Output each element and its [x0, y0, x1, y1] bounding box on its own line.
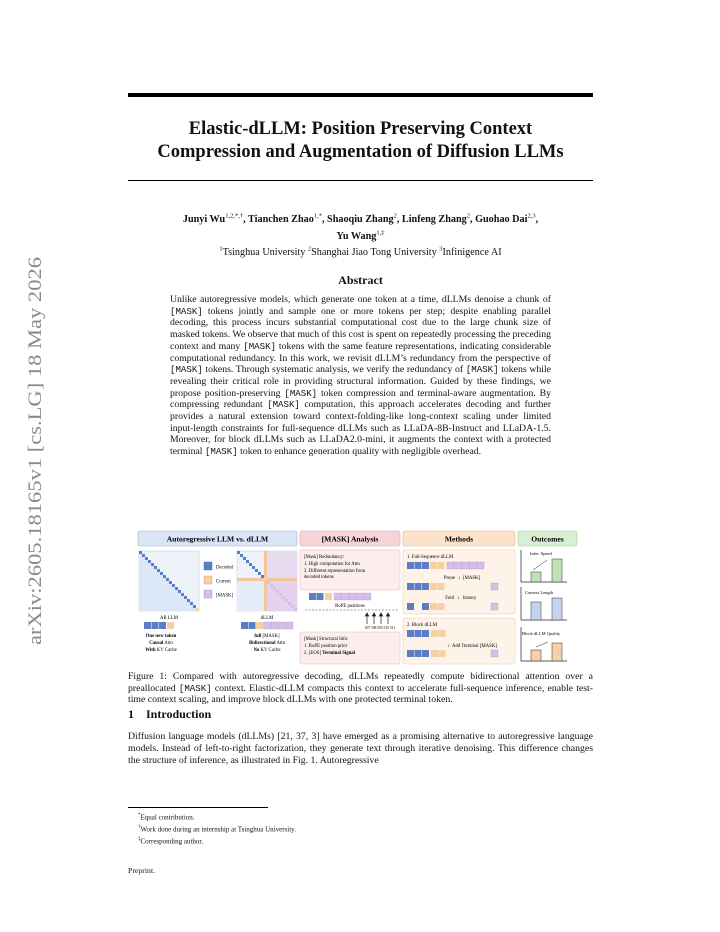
author-entry [248, 214, 327, 225]
attention-diagonal-cell [279, 593, 282, 596]
paper-title [128, 118, 593, 164]
attention-diagonal-cell [175, 587, 178, 590]
attention-diagonal-cell [184, 596, 187, 599]
affiliation-mark: 3 [439, 245, 443, 253]
mask-redundancy-item-2: 2. Different representation from [304, 569, 366, 574]
dllm-desc-line-3: No KV Cache [253, 648, 281, 653]
mask-structural-title: [Mask] Structural Info: [304, 637, 349, 642]
affiliation-entry [308, 247, 437, 258]
attention-diagonal-cell [267, 581, 270, 584]
title-line-1: Elastic-dLLM: Position Preserving Context [188, 119, 533, 139]
mask-structural-item-1: 1. RoPE position prior [304, 644, 348, 649]
abstract-text: tokens. Through systematic analysis, we verify the redundancy of [202, 364, 466, 376]
attention-diagonal-cell [240, 554, 243, 557]
legend-mask-label: [MASK] [216, 593, 234, 599]
mask-token-code: [MASK] [204, 446, 238, 458]
abstract-text: tokens with the same feature representations, indicating considerable computational redundancy. In this work, we revisit dLLM’s redundancy from the perspective of [170, 340, 551, 364]
attention-diagonal-cell [276, 590, 279, 593]
footnotes [138, 811, 593, 847]
attention-diagonal-cell [258, 572, 261, 575]
mask-structural-item-2: 2. [EOS] Terminal Signal [304, 651, 356, 656]
author-entry [183, 214, 248, 225]
legend-decoded-label: Decoded [216, 565, 234, 571]
dllm-attention-matrix [237, 551, 297, 611]
mask-token-code: [MASK] [267, 399, 300, 411]
legend-mask-swatch [204, 590, 212, 598]
method-add-terminal-label: Add Terminal [MASK] [452, 644, 497, 649]
attention-diagonal-cell [273, 587, 276, 590]
mask-token-code: [MASK] [284, 387, 318, 399]
method-history-label: history [463, 596, 477, 601]
method-prune-label: Prune [443, 576, 455, 581]
abstract-text: tokens while revealing their critical role in providing structural information. Guided by these findings, we propose position-preserving [170, 364, 551, 399]
author-separator: , [396, 214, 402, 226]
panel-mask-analysis-title: [MASK] Analysis [321, 534, 379, 544]
attention-diagonal-cell [270, 584, 273, 587]
footnote-mark: † [138, 824, 141, 830]
affiliation-name: Infinigence AI [442, 247, 502, 259]
attention-diagonal-cell [252, 566, 255, 569]
attention-diagonal-cell [255, 569, 258, 572]
affiliation-name: Shanghai Jiao Tong University [311, 247, 437, 259]
dllm-token-row [241, 622, 293, 629]
author-affiliation-marks: 1,‡ [376, 229, 385, 237]
attention-diagonal-cell [166, 578, 169, 581]
ar-desc-line-2: Causal Attn [149, 641, 173, 646]
arxiv-identifier-stamp [16, 255, 50, 645]
attention-diagonal-cell [157, 569, 160, 572]
attention-diagonal-cell [178, 590, 181, 593]
mask-redundancy-item-2b: decoded tokens [304, 575, 334, 580]
mask-token-code: [MASK] [178, 682, 212, 694]
attention-diagonal-cell [154, 566, 157, 569]
attention-diagonal-cell [249, 563, 252, 566]
attention-diagonal-cell [285, 599, 288, 602]
abstract-text: computation, this approach accelerates decoding and further provides a natural extension toward context-folding-like long-context scaling under limited input-length constraints for full-sequence dLLMs such as LLaDA-8B-Instruct and LLaDA-1.5. Moreover, for block dLLMs such as LLaDA2.0-mini, it augments the context with a protected terminal [170, 399, 551, 458]
footnote-mark: * [138, 813, 141, 818]
arxiv-identifier-text: arXiv:2605.18165v1 [cs.LG] 18 May 2026 [25, 317, 46, 645]
panel-ar-vs-dllm-title: Autoregressive LLM vs. dLLM [166, 534, 269, 544]
method-fold-label: Fold [445, 596, 454, 601]
rope-positions-label: RoPE positions [335, 604, 365, 609]
affiliation-mark: 1 [219, 245, 223, 253]
legend-current-swatch [204, 576, 212, 584]
attention-diagonal-cell [288, 602, 291, 605]
method-block-row-1 [407, 630, 446, 637]
figure-1-overview [137, 530, 585, 665]
ar-attention-matrix [139, 551, 199, 611]
attention-diagonal-cell [190, 602, 193, 605]
attention-diagonal-cell [181, 593, 184, 596]
footnote-item [138, 811, 593, 823]
rope-position-numbers: 507 508 509 510 511 [364, 626, 396, 630]
author-entry [327, 214, 402, 225]
author-separator: , [321, 214, 328, 226]
author-separator: , [243, 214, 249, 226]
legend-current-label: Current [216, 579, 231, 585]
author-affiliation-marks: 2 [466, 213, 470, 220]
attention-diagonal-cell [282, 596, 285, 599]
figure-1-caption [128, 671, 593, 706]
rope-arrows [365, 613, 389, 624]
footnote-item [138, 823, 593, 835]
attention-diagonal-cell [246, 560, 249, 563]
author-name: Linfeng Zhang [401, 214, 467, 226]
attention-diagonal-cell [148, 560, 151, 563]
affiliation-name: Tsinghua University [222, 247, 306, 259]
dllm-desc-line-1: full [MASK] [254, 634, 280, 639]
attention-diagonal-cell [172, 584, 175, 587]
attention-diagonal-cell [145, 557, 148, 560]
footnote-text: Equal contribution. [140, 813, 195, 822]
attention-diagonal-cell [291, 605, 294, 608]
mask-redundancy-title: [Mask] Redundancy: [304, 555, 345, 560]
affiliation-mark: 2 [307, 245, 312, 253]
footnote-text: Corresponding author. [140, 837, 204, 846]
outcome-quality-label: Block dLLM Quality [522, 631, 561, 636]
author-separator: , [470, 214, 476, 226]
title-bottom-rule [128, 180, 593, 181]
attention-diagonal-cell [243, 557, 246, 560]
ar-desc-line-3: With KV Cache [145, 648, 177, 653]
mask-redundancy-item-1: 1. High computation for Attn [304, 562, 360, 567]
ar-desc-line-1: One new token [145, 634, 177, 639]
method-block-label: 2. Block dLLM [407, 623, 437, 628]
caption-text: Figure 1: Compared with autoregressive decoding, dLLMs repeatedly compute bidirectional attention over a preallocated [128, 671, 593, 694]
author-name: Yu Wang [336, 230, 377, 242]
author-name: Shaoqiu Zhang [327, 214, 394, 226]
author-name: Tianchen Zhao [248, 214, 314, 226]
attention-diagonal-cell [294, 608, 297, 611]
abstract-text: Unlike autoregressive models, which generate one token at a time, dLLMs denoise a chunk of [170, 294, 551, 305]
footnote-text: Work done during an internship at Tsinghua University. [140, 825, 296, 834]
author-affiliation-marks: 2 [393, 213, 397, 220]
caption-text: context. Elastic-dLLM compacts this context to accelerate full-sequence inference, enable test-time context scaling, and improve block dLLMs with one protected terminal token. [128, 682, 593, 706]
abstract-text: token compression and terminal-aware augmentation. By compressing redundant [170, 387, 551, 411]
introduction-paragraph: Diffusion language models (dLLMs) [21, 37, 3] have emerged as a promising alternative to autoregressive language models. Instead of left-to-right factorization, they generate text through iterative denoising. This difference changes the structure of inference, as illustrated in Fig. 1. Autoregressive [128, 731, 593, 766]
preprint-note: Preprint. [128, 866, 156, 875]
abstract-text: tokens jointly and sample one or more tokens per step; despite enabling parallel decoding, this process incurs substantial computational cost due to the large chunk size of masked tokens. We observe that much of this cost is spent on repeatedly processing the preceding context and many [170, 305, 551, 352]
method-prune-mask-label: [MASK] [463, 576, 481, 581]
mask-token-code: [MASK] [465, 364, 499, 376]
abstract-heading: Abstract [338, 273, 383, 287]
mask-token-code: [MASK] [170, 305, 203, 317]
title-line-2: Compression and Augmentation of Diffusion LLMs [157, 142, 564, 162]
author-entry [475, 214, 538, 225]
ar-token-row [144, 622, 174, 629]
mask-token-code: [MASK] [243, 340, 276, 352]
affiliation-entry [219, 247, 305, 258]
attention-diagonal-cell [169, 581, 172, 584]
dllm-label: dLLM [260, 616, 274, 621]
method-prune-arrow: ↓ [458, 575, 461, 581]
author-affiliation-marks: 2,3 [527, 213, 536, 220]
affiliation-entry [439, 247, 501, 258]
attention-diagonal-cell [139, 551, 142, 554]
footnote-mark: ‡ [138, 836, 141, 842]
section-number: 1 [128, 707, 134, 721]
method-add-terminal-arrow: ↓ [447, 643, 450, 649]
title-top-rule [128, 93, 593, 97]
outcome-context-label: Context Length [525, 590, 554, 595]
method-fold-arrow: ↓ [457, 595, 460, 601]
attention-diagonal-cell [193, 605, 196, 608]
mask-token-code: [MASK] [170, 364, 203, 376]
footnote-item [138, 835, 593, 847]
attention-diagonal-cell [187, 599, 190, 602]
legend-decoded-swatch [204, 562, 212, 570]
attention-diagonal-cell [160, 572, 163, 575]
author-separator: , [535, 214, 539, 226]
attention-diagonal-cell [163, 575, 166, 578]
footnote-rule [128, 807, 268, 808]
attention-diagonal-cell [264, 578, 267, 581]
panel-methods-title: Methods [444, 534, 474, 544]
affiliations [128, 243, 593, 259]
author-entry [336, 231, 384, 242]
outcome-speed-label: Infer. Speed [530, 551, 552, 556]
method-full-seq-label: 1. Full-Sequence dLLM [407, 555, 454, 560]
author-name: Junyi Wu [182, 214, 226, 226]
attention-diagonal-cell [237, 551, 240, 554]
author-block [128, 210, 593, 259]
dllm-desc-line-2: Bidirectional Attn [248, 641, 286, 646]
rope-token-row [309, 593, 371, 600]
section-heading-introduction [128, 707, 593, 722]
abstract-text: token to enhance generation quality with negligible overhead. [237, 446, 482, 458]
author-affiliation-marks: 1,2,*,† [225, 213, 244, 220]
author-entry [402, 214, 475, 225]
attention-diagonal-cell [261, 575, 264, 578]
section-title: Introduction [146, 707, 212, 721]
author-names [128, 210, 593, 243]
attention-diagonal-cell [196, 608, 199, 611]
ar-llm-label: AR LLM [160, 616, 178, 621]
author-affiliation-marks: 1,* [313, 213, 322, 220]
author-name: Guohao Dai [475, 214, 528, 226]
attention-diagonal-cell [151, 563, 154, 566]
attention-diagonal-cell [142, 554, 145, 557]
panel-outcomes-title: Outcomes [531, 534, 564, 544]
abstract-body [170, 294, 551, 458]
